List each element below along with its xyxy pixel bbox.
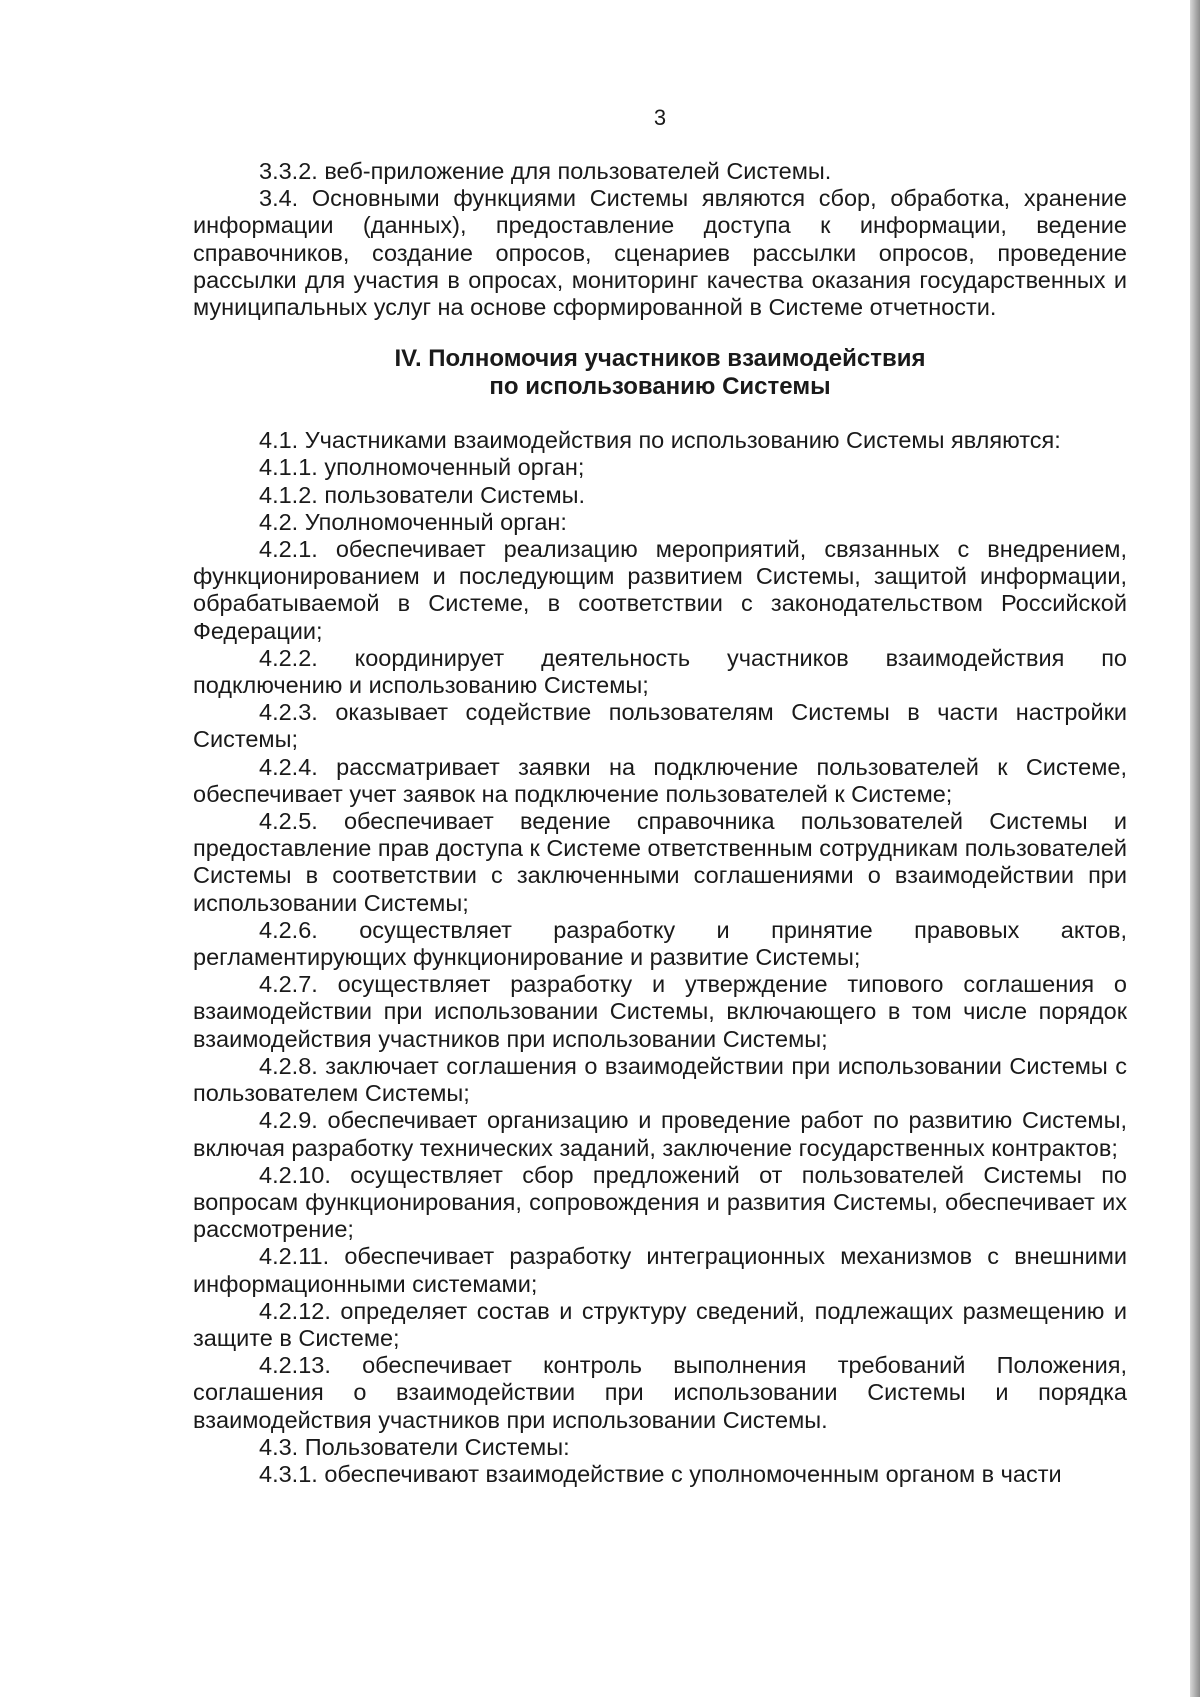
paragraph-4-2-11: 4.2.11. обеспечивает разработку интеграционных механизмов с внешними информационными системами; — [193, 1243, 1127, 1297]
paragraph-3-4: 3.4. Основными функциями Системы являются сбор, обработка, хранение информации (данных), предоставление доступа к информации, ведение справочников, создание опросов, сценариев рассылки опросов, проведение рассылки для участия в опросах, мониторинг качества оказания государственных и муниципальных услуг на основе сформированной в Системе отчетности. — [193, 185, 1127, 321]
paragraph-4-2-2: 4.2.2. координирует деятельность участников взаимодействия по подключению и использованию Системы; — [193, 644, 1127, 699]
section-heading-line-2: по использованию Системы — [489, 373, 831, 401]
paragraph-4-2-9: 4.2.9. обеспечивает организацию и проведение работ по развитию Системы, включая разработку технических заданий, заключение государственных контрактов; — [193, 1107, 1127, 1161]
paragraph-3-3-2: 3.3.2. веб-приложение для пользователей Системы. — [259, 158, 832, 184]
section-heading — [193, 345, 1127, 401]
paragraph-4-3-1: 4.3.1. обеспечивают взаимодействие с уполномоченным органом в части — [259, 1460, 1062, 1487]
page-number: 3 — [653, 105, 667, 130]
scan-page-edge — [1190, 0, 1200, 1697]
paragraph-4-2-12: 4.2.12. определяет состав и структуру сведений, подлежащих размещению и защите в Системе; — [193, 1297, 1127, 1351]
paragraph-4-3: 4.3. Пользователи Системы: — [259, 1433, 570, 1460]
paragraph-4-1-1: 4.1.1. уполномоченный орган; — [259, 454, 585, 481]
section-heading-line-1: IV. Полномочия участников взаимодействия — [394, 345, 926, 373]
paragraph-4-2: 4.2. Уполномоченный орган: — [259, 508, 567, 535]
paragraph-4-2-6: 4.2.6. осуществляет разработку и принятие правовых актов, регламентирующих функционирование и развитие Системы; — [193, 916, 1127, 971]
paragraph-4-2-5: 4.2.5. обеспечивает ведение справочника пользователей Системы и предоставление прав доступа к Системе ответственным сотрудникам пользователей Системы в соответствии с заключенными соглашениями о взаимодействии при использовании Системы; — [193, 808, 1127, 916]
paragraph-4-2-8: 4.2.8. заключает соглашения о взаимодействии при использовании Системы с пользователем Системы; — [193, 1052, 1127, 1107]
paragraph-4-2-3: 4.2.3. оказывает содействие пользователям Системы в части настройки Системы; — [193, 699, 1127, 753]
paragraph-4-2-7: 4.2.7. осуществляет разработку и утверждение типового соглашения о взаимодействии при использовании Системы, включающего в том числе порядок взаимодействия участников при использовании Системы; — [193, 971, 1127, 1052]
paragraph-4-1-2: 4.1.2. пользователи Системы. — [259, 481, 586, 508]
paragraph-4-2-1: 4.2.1. обеспечивает реализацию мероприятий, связанных с внедрением, функционированием и последующим развитием Системы, защитой информации, обрабатываемой в Системе, в соответствии с законодательством Российской Федерации; — [193, 536, 1127, 644]
document-body — [193, 158, 1127, 1488]
paragraph-4-1: 4.1. Участниками взаимодействия по использованию Системы являются: — [259, 427, 1061, 454]
paragraph-4-2-13: 4.2.13. обеспечивает контроль выполнения требований Положения, соглашения о взаимодействии при использовании Системы и порядка взаимодействия участников при использовании Системы. — [193, 1352, 1127, 1433]
paragraph-4-2-4: 4.2.4. рассматривает заявки на подключение пользователей к Системе, обеспечивает учет заявок на подключение пользователей к Системе; — [193, 753, 1127, 807]
paragraph-4-2-10: 4.2.10. осуществляет сбор предложений от пользователей Системы по вопросам функционирования, сопровождения и развития Системы, обеспечивает их рассмотрение; — [193, 1161, 1127, 1243]
